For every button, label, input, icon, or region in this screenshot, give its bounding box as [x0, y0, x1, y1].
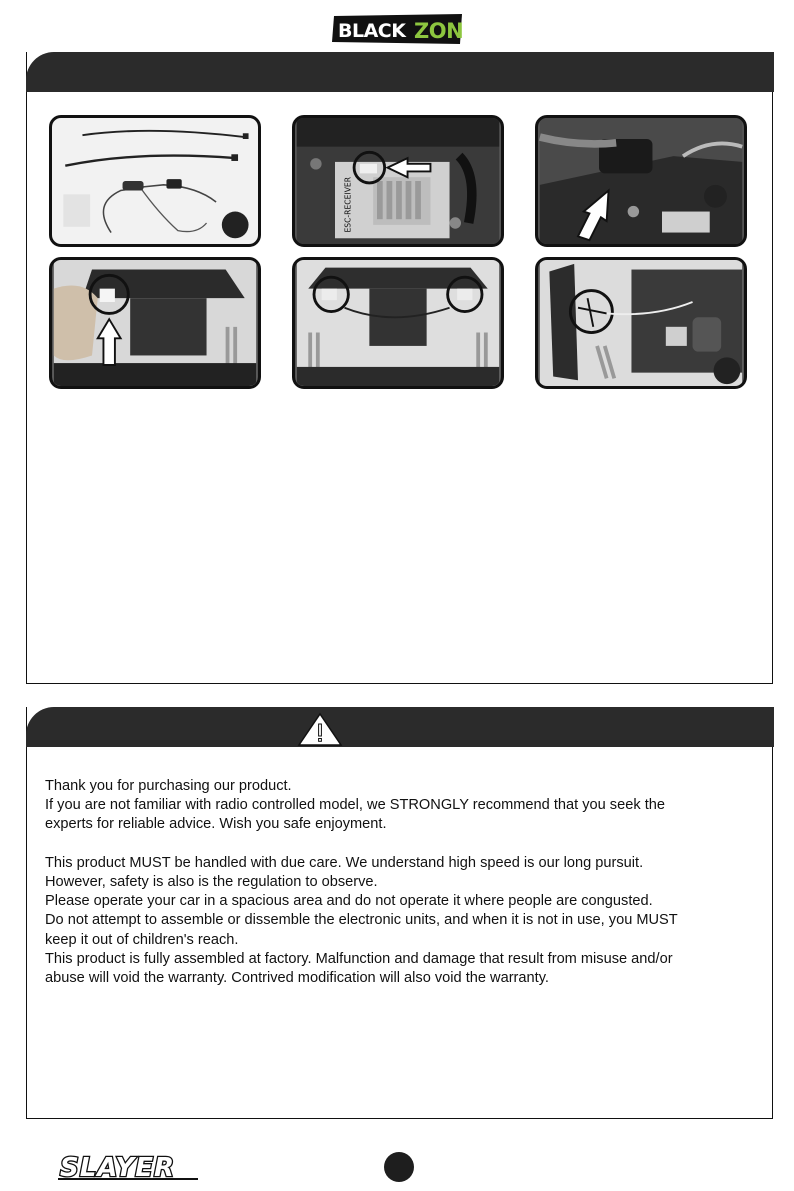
photo-zip-ties-harness — [49, 115, 261, 247]
safety-notice-text — [45, 777, 757, 988]
esc-receiver-label: ESC-RECEIVER — [343, 176, 353, 233]
notice-line: Please operate your car in a spacious area and do not operate it where people are congusted. — [45, 893, 653, 910]
slayer-logo — [56, 1150, 204, 1182]
photo-front-lights-both — [292, 257, 504, 389]
svg-text:ZON: ZON — [414, 19, 464, 43]
notice-line: However, safety is also is the regulation to observe. — [45, 874, 378, 890]
svg-text:BLACK: BLACK — [338, 20, 406, 42]
photo-front-bumper-tie — [535, 257, 747, 389]
notice-line: Thank you for purchasing our product. — [45, 778, 292, 794]
photo-esc-receiver — [292, 115, 504, 247]
blackzon-logo — [330, 12, 466, 46]
safety-notice-header — [26, 707, 774, 747]
photo-wire-routing — [535, 115, 747, 247]
installation-section-header — [26, 52, 774, 92]
notice-line: If you are not familiar with radio controlled model, we STRONGLY recommend that you seek the — [45, 797, 665, 814]
notice-line: This product MUST be handled with due care. We understand high speed is our long pursuit. — [45, 854, 644, 871]
notice-line: This product is fully assembled at factory. Malfunction and damage that result from misuse and/or — [45, 950, 673, 967]
installation-section — [26, 52, 773, 684]
notice-line: keep it out of children's reach. — [45, 931, 239, 948]
notice-line: experts for reliable advice. Wish you safe enjoyment. — [45, 816, 387, 833]
notice-line: abuse will void the warranty. Contrived modification will also void the warranty. — [45, 970, 549, 987]
safety-notice-section — [26, 707, 773, 1119]
svg-text:SLAYER: SLAYER — [60, 1153, 176, 1182]
warning-icon — [296, 711, 344, 747]
notice-line: Do not attempt to assemble or dissemble the electronic units, and when it is not in use, you MUST — [45, 912, 678, 929]
photo-front-light-left — [49, 257, 261, 389]
page-number-badge — [384, 1152, 414, 1182]
